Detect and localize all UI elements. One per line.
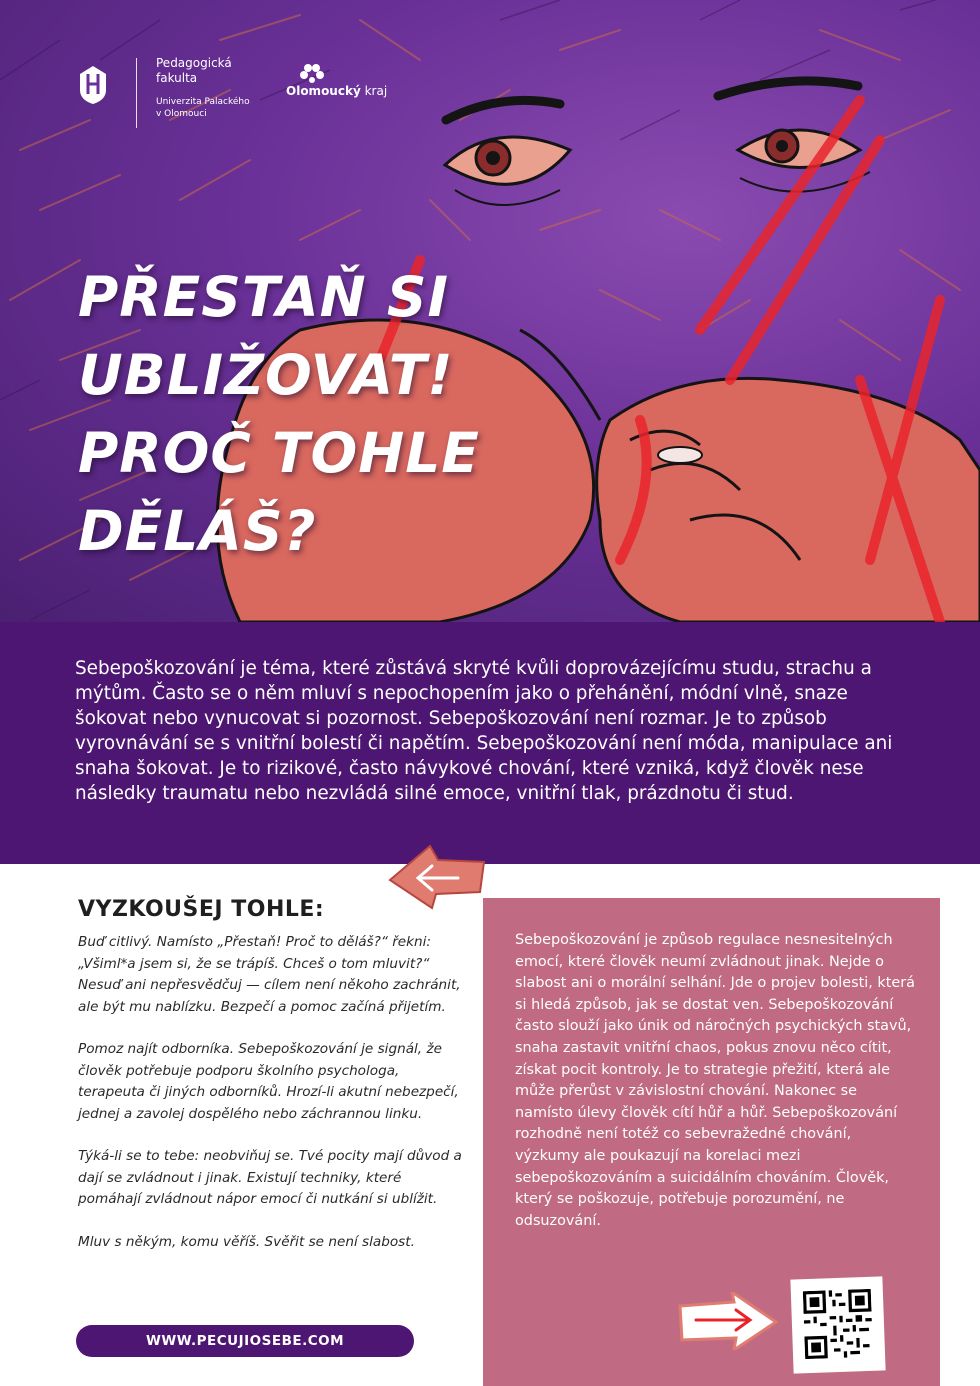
university-line-1: Univerzita Palackého bbox=[156, 97, 250, 107]
region-logo bbox=[286, 62, 426, 108]
faculty-name bbox=[156, 56, 232, 86]
website-link[interactable]: WWW.PECUJIOSEBE.COM bbox=[76, 1325, 414, 1357]
region-name-bold: Olomoucký bbox=[286, 84, 361, 98]
faculty-line-2: fakulta bbox=[156, 71, 198, 85]
tip-paragraph: Pomoz najít odborníka. Sebepoškozování je signál, že člověk potřebuje podporu školního psychologa, terapeuta či jiných odborníků. Hrozí-li akutní nebezpečí, jednej a zavolej dospělého nebo záchrannou linku. bbox=[78, 1041, 459, 1122]
tips-title: VYZKOUŠEJ TOHLE: bbox=[78, 897, 325, 922]
hero-section bbox=[0, 0, 980, 622]
hand-drawn-arrow-left-icon bbox=[380, 840, 492, 910]
tip-paragraph: Mluv s někým, komu věříš. Svěřit se není slabost. bbox=[78, 1233, 415, 1250]
tip-paragraph: Týká-li se to tebe: neobviňuj se. Tvé pocity mají důvod a dají se zvládnout i jinak. Existují techniky, které pomáhají zvládnout nápor emocí či nutkání si ublížit. bbox=[78, 1148, 462, 1207]
region-name-rest: kraj bbox=[364, 84, 388, 98]
intro-paragraph: Sebepoškozování je téma, které zůstává skryté kvůli doprovázejícímu studu, strachu a mýtům. Často se o něm mluví s nepochopením jako o přehánění, módní vlně, snaze šokovat nebo vynucovat si pozornost. Sebepoškozování není rozmar. Je to způsob vyrovnávání se s vnitřní bolestí či napětím. Sebepoškozování není móda, manipulace ani snaha šokovat. Je to rizikové, často návykové chování, které vzniká, když člověk nese následky traumatu nebo nezvládá silné emoce, vnitřní tlak, prázdnotu či stud. bbox=[75, 658, 893, 804]
university-logo-icon bbox=[78, 64, 108, 106]
university-name bbox=[156, 96, 250, 120]
intro-section bbox=[0, 622, 980, 864]
logo-divider bbox=[136, 58, 137, 128]
flower-logo-icon bbox=[294, 62, 334, 84]
qr-code-icon bbox=[803, 1289, 873, 1359]
hand-drawn-arrow-right-icon bbox=[676, 1292, 780, 1350]
region-name bbox=[286, 84, 387, 98]
faculty-line-1: Pedagogická bbox=[156, 56, 232, 70]
university-line-2: v Olomouci bbox=[156, 109, 207, 119]
tips-list bbox=[78, 932, 463, 1274]
headline-line-2: UBLIŽOVAT! bbox=[78, 343, 454, 407]
headline-line-1: PŘESTAŇ SI bbox=[78, 265, 449, 329]
tip-paragraph: Buď citlivý. Namísto „Přestaň! Proč to děláš?“ řekni: „Všiml*a jsem si, že se trápíš. Chceš o tom mluvit?“ Nesuď ani nepřesvědčuj — cílem není někoho zachránit, ale být mu nablízku. Bezpečí a pomoc začíná přijetím. bbox=[78, 934, 461, 1015]
headline-line-4: DĚLÁŠ? bbox=[78, 499, 317, 563]
qr-code[interactable] bbox=[790, 1276, 885, 1373]
headline bbox=[78, 258, 598, 570]
headline-line-3: PROČ TOHLE bbox=[78, 421, 480, 485]
info-box-paragraph: Sebepoškozování je způsob regulace nesnesitelných emocí, které člověk neumí zvládnout jinak. Nejde o slabost ani o morální selhání. Jde o projev bolesti, která si hledá způsob, jak se dostat ven. Sebepoškozování často slouží jako únik od náročných psychických stavů, snaha zastavit vnitřní chaos, pokus znovu něco cítit, získat pocit kontroly. Je to strategie přežití, která ale může přerůst v závislostní chování. Nakonec se namísto úlevy člověk cítí hůř a hůř. Sebepoškozování rozhodně není totéž co sebevražedné chování, výzkumy ale poukazují na korelaci mezi sebepoškozováním a suicidálním chováním. Člověk, který se poškozuje, potřebuje porozumění, ne odsuzování. bbox=[515, 932, 915, 1229]
